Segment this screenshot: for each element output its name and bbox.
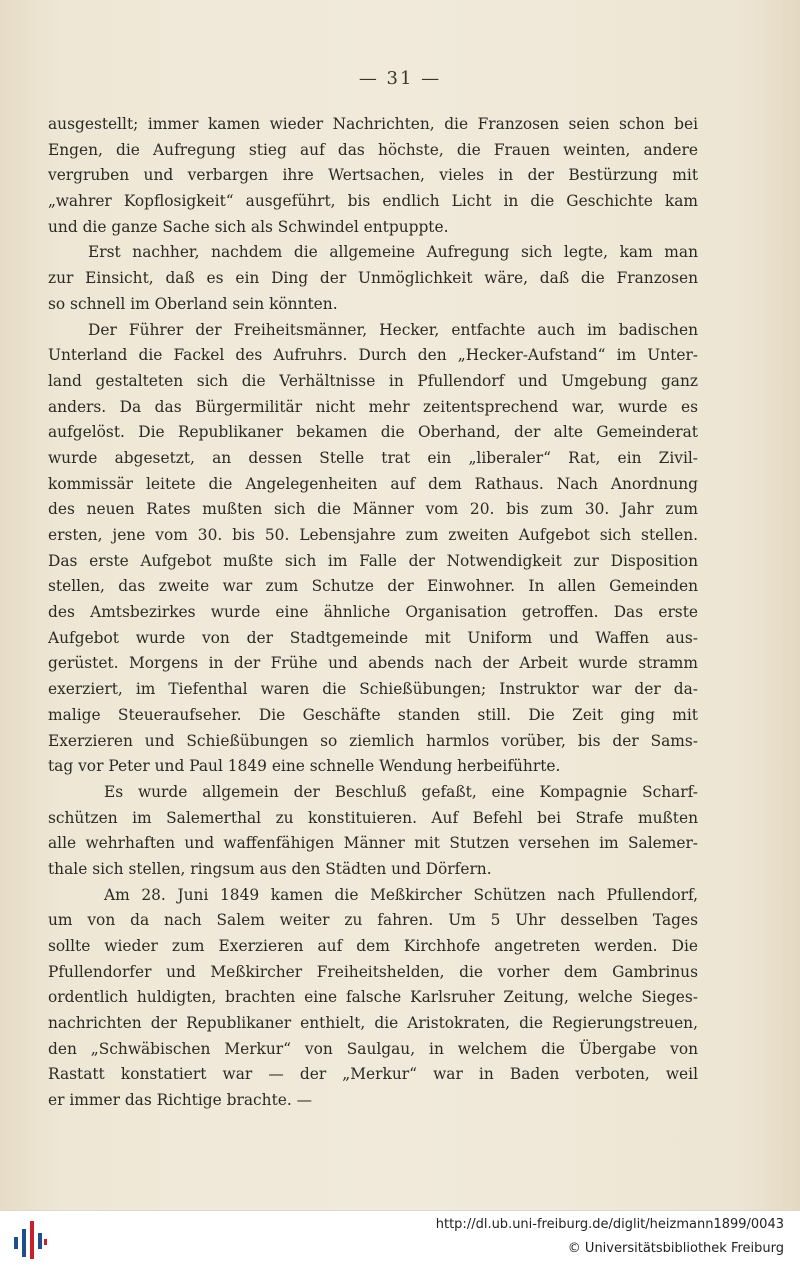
permalink-url[interactable]: http://dl.ub.uni-freiburg.de/diglit/heizmann1899/0043 <box>435 1217 784 1232</box>
text-line: Der Führer der Freiheitsmänner, Hecker, entfachte auch im badischen <box>88 320 698 339</box>
library-logo-icon <box>10 1219 50 1261</box>
text-line: Pfullendorfer und Meßkircher Freiheitshelden, die vorher dem Gambrinus <box>48 962 698 981</box>
text-line: ordentlich huldigten, brachten eine falsche Karlsruher Zeitung, welche Sieges- <box>48 988 698 1007</box>
text-line: anders. Da das Bürgermilitär nicht mehr zeitentsprechend war, wurde es <box>48 397 698 416</box>
text-line: Es wurde allgemein der Beschluß gefaßt, eine Kompagnie Scharf- <box>104 782 698 801</box>
text-line: malige Steueraufseher. Die Geschäfte standen still. Die Zeit ging mit <box>48 705 698 724</box>
text-line: kommissär leitete die Angelegenheiten auf dem Rathaus. Nach Anordnung <box>48 474 698 493</box>
text-line: vergruben und verbargen ihre Wertsachen, vieles in der Bestürzung mit <box>48 166 698 185</box>
text-line: Erst nachher, nachdem die allgemeine Aufregung sich legte, kam man <box>88 243 698 262</box>
body-text <box>48 112 698 1114</box>
text-line: sollte wieder zum Exerzieren auf dem Kirchhofe angetreten werden. Die <box>48 937 698 955</box>
text-line: Unterland die Fackel des Aufruhrs. Durch den „Hecker-Aufstand“ im Unter- <box>48 346 698 365</box>
text-line: tag vor Peter und Paul 1849 eine schnelle Wendung herbeiführte. <box>48 757 561 776</box>
text-line: ersten, jene vom 30. bis 50. Lebensjahre zum zweiten Aufgebot sich stellen. <box>48 526 698 544</box>
text-line: land gestalteten sich die Verhältnisse in Pfullendorf und Umgebung ganz <box>48 371 698 390</box>
text-line: gerüstet. Morgens in der Frühe und abends nach der Arbeit wurde stramm <box>48 654 698 673</box>
copyright-notice: © Universitätsbibliothek Freiburg <box>567 1241 784 1256</box>
text-line: und die ganze Sache sich als Schwindel entpuppte. <box>48 217 449 236</box>
text-line: um von da nach Salem weiter zu fahren. Um 5 Uhr desselben Tages <box>48 911 698 930</box>
text-line: Das erste Aufgebot mußte sich im Falle der Notwendigkeit zur Disposition <box>48 551 698 570</box>
text-line: so schnell im Oberland sein könnten. <box>48 294 338 313</box>
text-line: Engen, die Aufregung stieg auf das höchste, die Frauen weinten, andere <box>48 140 698 159</box>
text-line: „wahrer Kopflosigkeit“ ausgeführt, bis endlich Licht in die Geschichte kam <box>48 192 698 211</box>
text-line: stellen, das zweite war zum Schutze der Einwohner. In allen Gemeinden <box>48 577 698 596</box>
text-line: exerziert, im Tiefenthal waren die Schießübungen; Instruktor war der da- <box>48 680 698 699</box>
viewer-footer <box>0 1210 800 1268</box>
text-line: des neuen Rates mußten sich die Männer vom 20. bis zum 30. Jahr zum <box>48 500 698 519</box>
text-line: wurde abgesetzt, an dessen Stelle trat ein „liberaler“ Rat, ein Zivil- <box>48 448 698 467</box>
text-line: Rastatt konstatiert war — der „Merkur“ war in Baden verboten, weil <box>48 1065 698 1084</box>
text-line: alle wehrhaften und waffenfähigen Männer mit Stutzen versehen im Salemer- <box>48 834 698 853</box>
text-line: Aufgebot wurde von der Stadtgemeinde mit Uniform und Waffen aus- <box>48 628 698 647</box>
text-line: schützen im Salemerthal zu konstituieren. Auf Befehl bei Strafe mußten <box>48 808 698 827</box>
text-line: aufgelöst. Die Republikaner bekamen die Oberhand, der alte Gemeinderat <box>48 423 698 442</box>
text-line: er immer das Richtige brachte. — <box>48 1091 313 1110</box>
text-line: nachrichten der Republikaner enthielt, die Aristokraten, die Regierungstreuen, <box>48 1014 698 1033</box>
page-number: — 31 — <box>358 68 442 89</box>
text-line: des Amtsbezirkes wurde eine ähnliche Organisation getroffen. Das erste <box>48 603 698 622</box>
text-line: Exerzieren und Schießübungen so ziemlich harmlos vorüber, bis der Sams- <box>48 731 698 750</box>
text-line: ausgestellt; immer kamen wieder Nachrichten, die Franzosen seien schon bei <box>48 115 698 133</box>
text-line: thale sich stellen, ringsum aus den Städten und Dörfern. <box>48 859 492 878</box>
text-line: zur Einsicht, daß es ein Ding der Unmöglichkeit wäre, daß die Franzosen <box>48 269 698 288</box>
text-line: Am 28. Juni 1849 kamen die Meßkircher Schützen nach Pfullendorf, <box>104 885 698 904</box>
text-line: den „Schwäbischen Merkur“ von Saulgau, in welchem die Übergabe von <box>48 1039 698 1058</box>
